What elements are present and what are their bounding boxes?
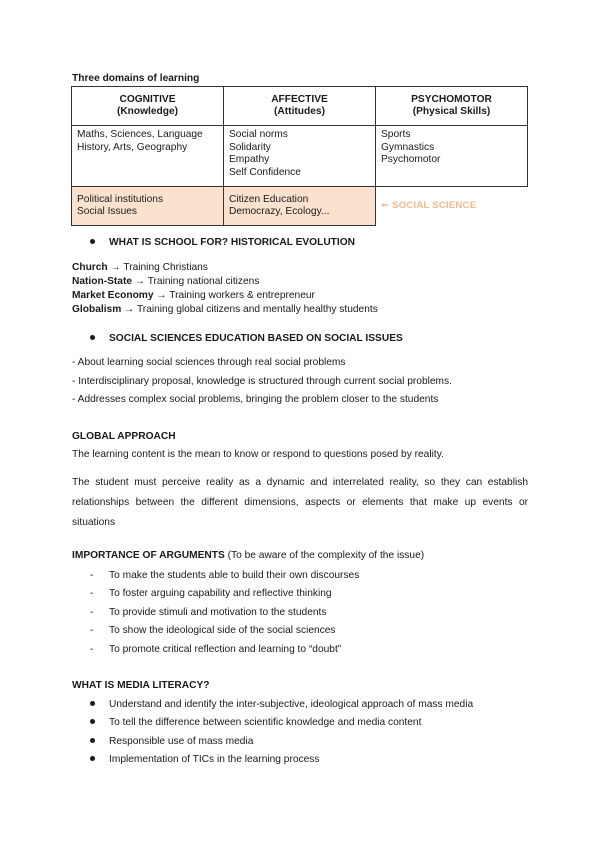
cell-text: Self Confidence	[229, 166, 301, 178]
arguments-heading	[72, 549, 424, 563]
global-paragraph-1: The learning content is the mean to know or respond to questions posed by reality.	[72, 449, 444, 460]
cell-text: Democrazy, Ecology...	[229, 206, 330, 217]
item-text: To tell the difference between scientific knowledge and media content	[109, 717, 422, 728]
bullet-icon	[90, 756, 95, 761]
evolution-desc: Training Christians	[123, 262, 208, 273]
bullet-icon	[90, 335, 95, 340]
dash-marker: -	[90, 588, 94, 599]
media-heading: WHAT IS MEDIA LITERACY?	[72, 680, 210, 691]
header-psychomotor	[376, 87, 528, 126]
list-item	[90, 587, 332, 601]
dash-marker: -	[90, 625, 94, 636]
global-paragraph-2: The student must perceive reality as a dynamic and interrelated reality, so they can establish relationships between the different dimensions, aspects or elements that make up events or situations	[72, 477, 528, 528]
heading-text: WHAT IS SCHOOL FOR? HISTORICAL EVOLUTION	[109, 237, 356, 248]
cell-text: Sports	[381, 129, 411, 140]
cognitive-cell	[72, 126, 224, 187]
list-item	[90, 624, 336, 638]
header-sub: (Physical Skills)	[412, 106, 491, 117]
arrow-icon: →	[134, 276, 146, 287]
cell-text: Empathy	[229, 154, 270, 165]
evolution-term: Globalism	[72, 304, 122, 315]
social-science-tag: ⇐ SOCIAL SCIENCE	[381, 200, 477, 211]
list-item: - Interdisciplinary proposal, knowledge is structured through current social problems.	[72, 376, 452, 387]
list-item	[90, 735, 253, 749]
social-affective-cell	[224, 187, 376, 226]
arrow-icon: →	[110, 262, 121, 273]
item-text: To make the students able to build their own discourses	[109, 570, 360, 581]
affective-cell	[224, 126, 376, 187]
evolution-desc: Training workers & entrepreneur	[169, 290, 315, 301]
list-item	[72, 289, 315, 303]
social-cognitive-cell	[72, 187, 224, 226]
list-item	[72, 261, 208, 275]
table-header-row	[72, 87, 528, 126]
item-text: To provide stimuli and motivation to the students	[109, 607, 327, 618]
cell-text: Political institutions	[77, 193, 164, 205]
psychomotor-cell	[376, 126, 528, 187]
cell-text: Maths, Sciences, Language	[77, 129, 203, 140]
list-item	[90, 643, 341, 657]
cell-text: Citizen Education	[229, 193, 309, 205]
evolution-desc: Training global citizens and mentally healthy students	[136, 304, 378, 315]
social-ed-heading	[90, 333, 403, 344]
dash-marker: -	[90, 570, 94, 581]
school-heading	[90, 237, 355, 248]
header-name: COGNITIVE	[119, 93, 176, 105]
list-item	[90, 753, 319, 767]
list-item	[72, 275, 259, 289]
header-affective	[224, 87, 376, 126]
bullet-icon	[90, 239, 95, 244]
list-item: - Addresses complex social problems, bringing the problem closer to the students	[72, 394, 439, 405]
dash-marker: -	[90, 607, 94, 618]
social-tag-cell	[376, 187, 528, 226]
evolution-term: Market Economy	[72, 290, 154, 301]
cell-text: Gymnastics	[381, 141, 435, 153]
header-sub: (Knowledge)	[116, 106, 179, 117]
cell-text: Psychomotor	[381, 154, 441, 165]
list-item	[90, 716, 421, 730]
header-name: AFFECTIVE	[271, 93, 328, 105]
header-sub: (Attitudes)	[274, 106, 325, 117]
bullet-icon	[90, 738, 95, 743]
cell-text: Social norms	[229, 129, 288, 140]
item-text: To foster arguing capability and reflective thinking	[109, 588, 332, 599]
list-item	[90, 569, 359, 583]
evolution-desc: Training national citizens	[147, 276, 260, 287]
cell-text: Solidarity	[229, 141, 271, 153]
global-heading: GLOBAL APPROACH	[72, 431, 176, 442]
item-text: To promote critical reflection and learning to “doubt”	[109, 644, 342, 655]
table-row	[72, 126, 528, 187]
item-text: Understand and identify the inter-subjective, ideological approach of mass media	[109, 699, 474, 710]
list-item	[90, 698, 473, 712]
header-cognitive	[72, 87, 224, 126]
heading-text: IMPORTANCE OF ARGUMENTS	[72, 550, 225, 561]
evolution-term: Church	[72, 262, 108, 273]
dash-marker: -	[90, 644, 94, 655]
arrow-icon: →	[124, 304, 135, 315]
item-text: Responsible use of mass media	[109, 736, 254, 747]
item-text: To show the ideological side of the social sciences	[109, 625, 336, 636]
heading-text: SOCIAL SCIENCES EDUCATION BASED ON SOCIAL ISSUES	[109, 333, 403, 344]
table-title: Three domains of learning	[72, 73, 200, 84]
domains-table	[71, 86, 528, 226]
cell-text: History, Arts, Geography	[77, 141, 188, 153]
table-row-social	[72, 187, 528, 226]
list-item	[90, 606, 326, 620]
item-text: Implementation of TICs in the learning process	[109, 754, 320, 765]
bullet-icon	[90, 719, 95, 724]
list-item: - About learning social sciences through real social problems	[72, 357, 346, 368]
bullet-icon	[90, 701, 95, 706]
list-item	[72, 303, 378, 317]
header-name: PSYCHOMOTOR	[411, 93, 492, 105]
cell-text: Social Issues	[77, 206, 138, 217]
arrow-icon: →	[156, 290, 167, 301]
evolution-term: Nation-State	[72, 276, 132, 287]
heading-note: (To be aware of the complexity of the issue)	[224, 550, 425, 561]
